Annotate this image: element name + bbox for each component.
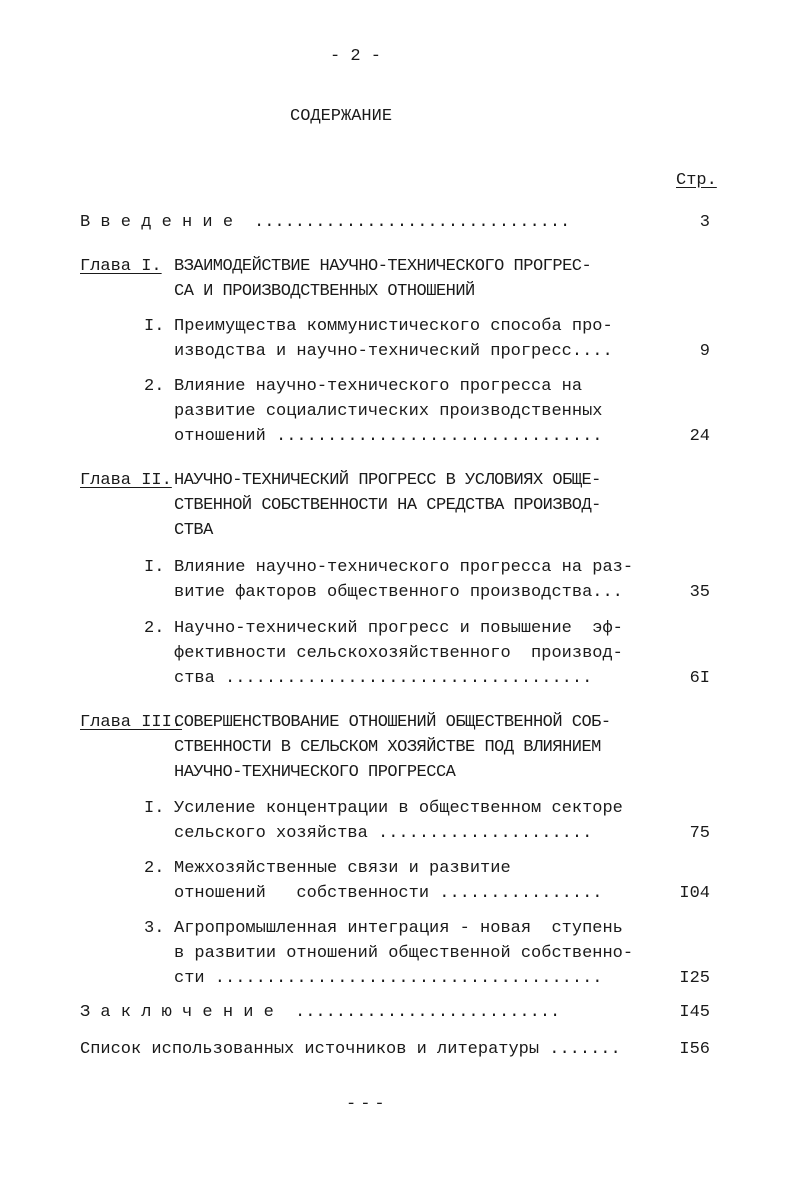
toc-conclusion-label: З а к л ю ч е н и е (80, 1003, 274, 1022)
toc-intro-label: В в е д е н и е (80, 213, 234, 232)
chapter-2-section-2-line-3: ства .................................... (174, 669, 593, 688)
chapter-1-section-1-number: I. (144, 317, 165, 336)
chapter-3-section-3-page: I25 (679, 969, 710, 988)
chapter-3-section-2-page: I04 (679, 884, 710, 903)
chapter-3-section-3-line-1: Агропромышленная интеграция - новая ступень (174, 919, 623, 938)
chapter-1-section-2-line-3: отношений ................................ (174, 427, 603, 446)
chapter-2-title-line-2: СТВЕННОЙ СОБСТВЕННОСТИ НА СРЕДСТВА ПРОИЗВОД- (174, 496, 601, 515)
toc-conclusion-dots: .......................... (295, 1003, 561, 1022)
chapter-1-section-1-line-2: изводства и научно-технический прогресс.... (174, 342, 613, 361)
chapter-3-section-1-line-1: Усиление концентрации в общественном секторе (174, 799, 623, 818)
chapter-3-label: Глава III. (80, 713, 183, 732)
toc-conclusion-page: I45 (679, 1003, 710, 1022)
chapter-2-label: Глава II. (80, 471, 172, 490)
chapter-3-title-line-1: СОВЕРШЕНСТВОВАНИЕ ОТНОШЕНИЙ ОБЩЕСТВЕННОЙ СОБ- (174, 713, 611, 732)
page-title: СОДЕРЖАНИЕ (290, 107, 393, 126)
chapter-2-title-line-3: СТВА (174, 521, 213, 540)
chapter-1-section-1-line-1: Преимущества коммунистического способа про- (174, 317, 613, 336)
chapter-2-section-2-line-1: Научно-технический прогресс и повышение эф- (174, 619, 623, 638)
chapter-2-section-1-page: 35 (689, 583, 710, 602)
chapter-3-section-3-number: 3. (144, 919, 165, 938)
chapter-3-section-1-line-2: сельского хозяйства ..................... (174, 824, 593, 843)
chapter-1-section-2-line-2: развитие социалистических производственных (174, 402, 603, 421)
chapter-1-title-line-2: СА И ПРОИЗВОДСТВЕННЫХ ОТНОШЕНИЙ (174, 282, 475, 301)
chapter-3-section-2-line-2: отношений собственности ................ (174, 884, 603, 903)
chapter-3-section-1-number: I. (144, 799, 165, 818)
footer-mark: --- (346, 1095, 389, 1114)
chapter-3-title-line-3: НАУЧНО-ТЕХНИЧЕСКОГО ПРОГРЕССА (174, 763, 456, 782)
chapter-3-section-1-page: 75 (689, 824, 710, 843)
chapter-1-label: Глава I. (80, 257, 162, 276)
toc-sources-page: I56 (679, 1040, 710, 1059)
toc-intro-page: 3 (699, 213, 710, 232)
page-column-header: Стр. (676, 171, 717, 190)
toc-intro-dots: ............................... (254, 213, 571, 232)
chapter-3-section-2-line-1: Межхозяйственные связи и развитие (174, 859, 511, 878)
chapter-1-section-2-number: 2. (144, 377, 165, 396)
chapter-2-section-2-page: 6I (689, 669, 710, 688)
chapter-1-section-1-page: 9 (699, 342, 710, 361)
chapter-2-section-1-number: I. (144, 558, 165, 577)
chapter-1-title-line-1: ВЗАИМОДЕЙСТВИЕ НАУЧНО-ТЕХНИЧЕСКОГО ПРОГРЕС- (174, 257, 592, 276)
page-number: - 2 - (330, 47, 382, 66)
chapter-3-title-line-2: СТВЕННОСТИ В СЕЛЬСКОМ ХОЗЯЙСТВЕ ПОД ВЛИЯНИЕМ (174, 738, 601, 757)
chapter-2-section-1-line-1: Влияние научно-технического прогресса на раз- (174, 558, 634, 577)
chapter-1-section-2-line-1: Влияние научно-технического прогресса на (174, 377, 583, 396)
chapter-2-section-1-line-2: витие факторов общественного производства... (174, 583, 623, 602)
chapter-2-section-2-number: 2. (144, 619, 165, 638)
chapter-3-section-3-line-2: в развитии отношений общественной собственно- (174, 944, 634, 963)
chapter-3-section-3-line-3: сти ...................................... (174, 969, 603, 988)
toc-sources-label: Список использованных источников и литературы ....... (80, 1040, 621, 1059)
chapter-3-section-2-number: 2. (144, 859, 165, 878)
chapter-1-section-2-page: 24 (689, 427, 710, 446)
chapter-2-section-2-line-2: фективности сельскохозяйственного производ- (174, 644, 623, 663)
chapter-2-title-line-1: НАУЧНО-ТЕХНИЧЕСКИЙ ПРОГРЕСС В УСЛОВИЯХ ОБЩЕ- (174, 471, 601, 490)
